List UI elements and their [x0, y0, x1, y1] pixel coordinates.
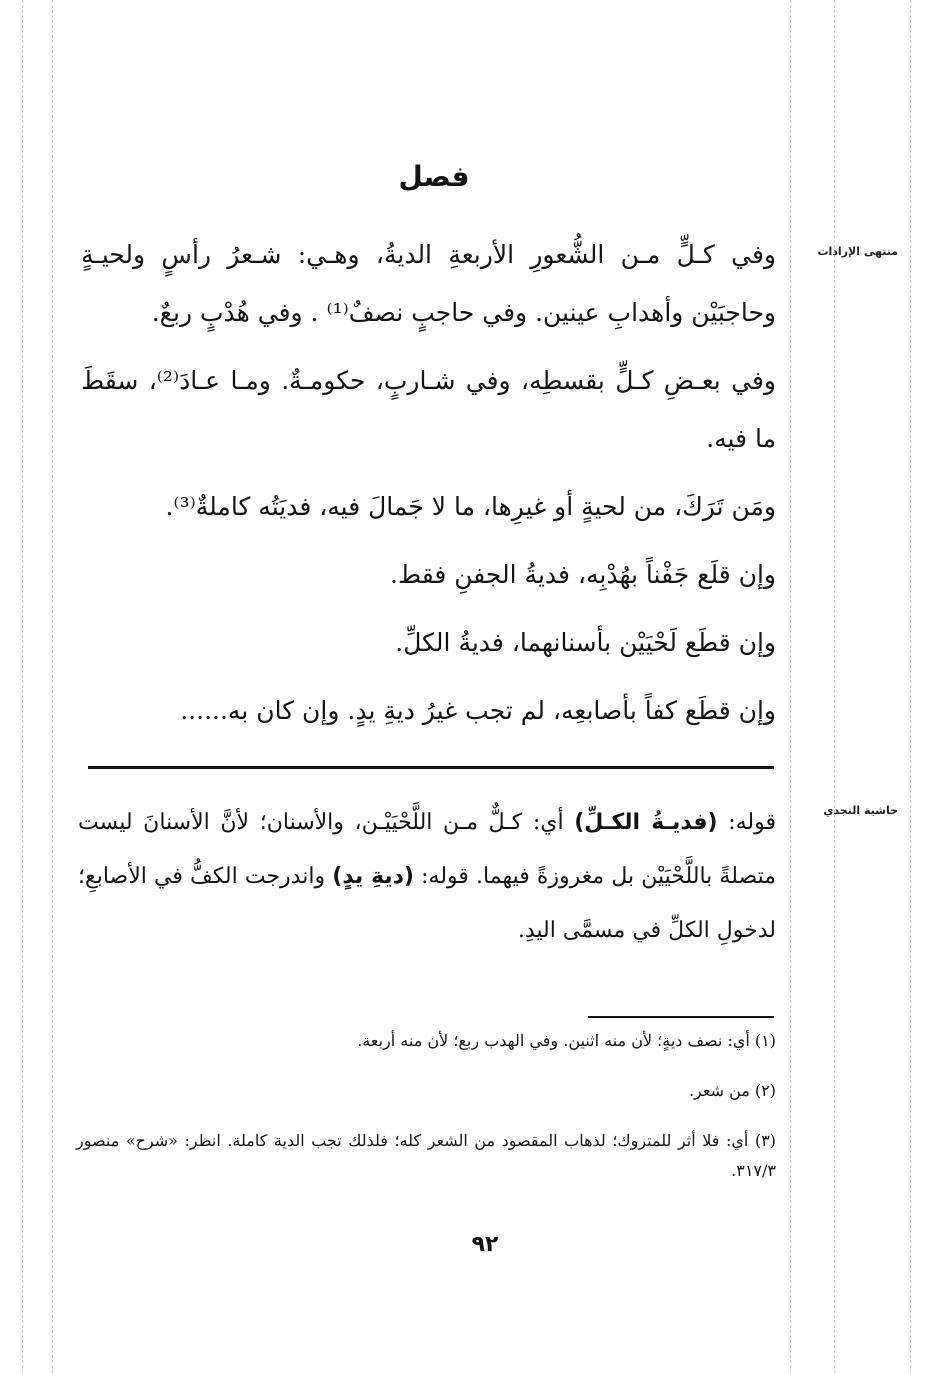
- footnote-separator: [588, 1016, 774, 1018]
- hashiya-term: (فديـةُ الكـلِّ): [574, 810, 718, 835]
- section-title: فصل: [398, 160, 470, 193]
- text-separator-rule: [88, 766, 774, 769]
- footnotes: [76, 1026, 776, 1186]
- page-number: ٩٢: [471, 1232, 499, 1257]
- scan-guide-line: [52, 0, 53, 1373]
- scan-guide-line: [22, 0, 23, 1373]
- margin-label-hashiya: حاشية النجدي: [823, 804, 898, 817]
- main-text: [81, 226, 776, 740]
- main-paragraph: وإن قلَع جَفْناً بهُدْبِه، فديةُ الجفنِ فقط.: [390, 560, 776, 589]
- scan-guide-line: [790, 0, 791, 1373]
- main-paragraph: وفي كـلٍّ مـن الشُّعورِ الأربعةِ الديةُ، وهـي: شـعرُ رأسٍ ولحيـةٍ وحاجبَيْن وأهدابِ عينين. وفي حاجبٍ نصفٌ⁽¹⁾ . وفي هُدْبٍ ربعٌ.: [81, 240, 776, 327]
- hashiya-term: (ديةِ يدٍ): [332, 864, 414, 889]
- scan-guide-line: [834, 0, 835, 1373]
- hashiya-body: أي: كـلٌّ مـن اللَّحْيَيْـن، والأسنان؛ لأنَّ الأسنانَ ليست متصلةً باللَّحْيَيْن بل مغروزةً فيهما. قوله:: [78, 810, 776, 889]
- footnote: (١) أي: نصف ديةٍ؛ لأن منه اثنين. وفي الهدب ربع؛ لأن منه أربعة.: [357, 1031, 776, 1050]
- hashiya-body: واندرجت الكفُّ في الأصابعِ؛ لدخولِ الكلِّ في مسمَّى اليدِ.: [78, 864, 776, 943]
- scan-guide-line: [910, 0, 911, 1373]
- main-paragraph: وإن قطَع لَحْيَيْن بأسنانهما، فديةُ الكلِّ.: [395, 628, 776, 657]
- main-paragraph: ومَن تَرَكَ، من لحيةٍ أو غيرِها، ما لا جَمالَ فيه، فديَتُه كاملةٌ⁽³⁾.: [165, 492, 776, 521]
- hashiya-paragraph: [78, 796, 776, 958]
- hashiya-intro: قوله:: [717, 810, 776, 835]
- footnote: (٣) أي: فلا أثر للمتروك؛ لذهاب المقصود من الشعر كله؛ فلذلك تجب الدية كاملة. انظر: «شرح» منصور ٣١٧/٣.: [76, 1131, 776, 1180]
- main-paragraph: وفي بعـضِ كـلٍّ بقسطِه، وفي شـاربٍ، حكومـةٌ. ومـا عـادَ⁽²⁾، سقَطَ ما فيه.: [81, 366, 776, 453]
- footnote: (٢) من شعر.: [688, 1081, 776, 1100]
- margin-label-main: منتهى الإرادات: [817, 245, 898, 258]
- hashiya-text: [78, 796, 776, 958]
- main-paragraph: وإن قطَع كفاً بأصابعِه، لم تجب غيرُ ديةِ يدٍ. وإن كان به......: [180, 696, 776, 725]
